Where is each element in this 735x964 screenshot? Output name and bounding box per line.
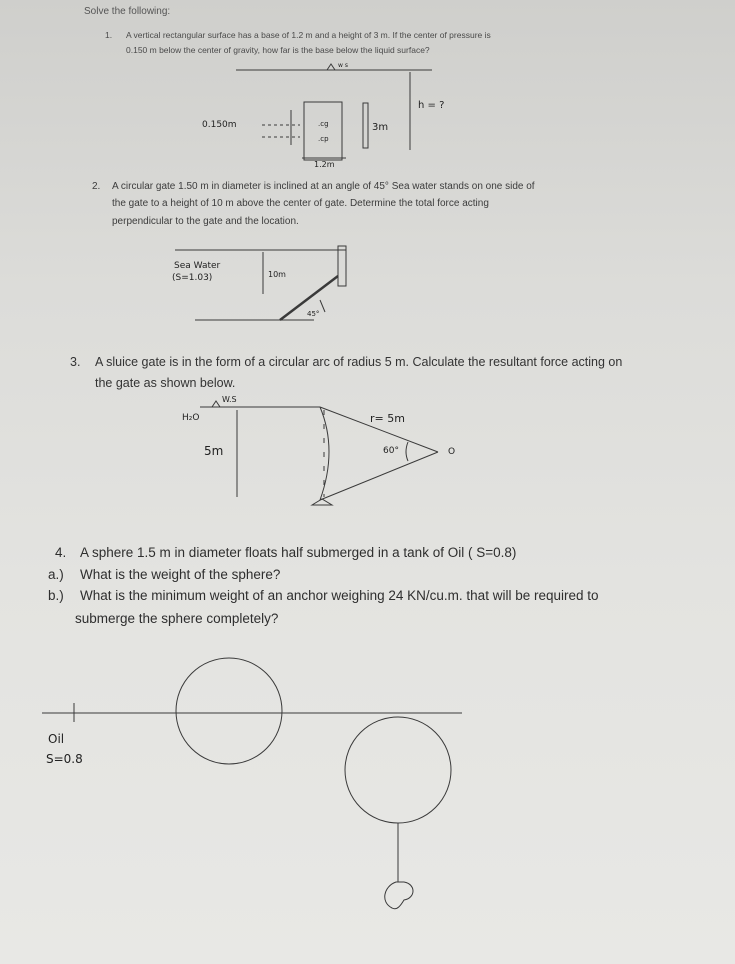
figure-2-hatch (320, 300, 325, 312)
figure-1-bracket-3m (363, 103, 368, 148)
figure-1-height-label: 3m (372, 122, 389, 133)
figure-1-diagram (236, 64, 432, 160)
figure-1-cg-label: .cg (318, 120, 329, 128)
problem-4-line-1: A sphere 1.5 m in diameter floats half submerged in a tank of Oil ( S=0.8) (80, 545, 517, 560)
figure-1-plate (304, 102, 342, 160)
figure-1-ws-marker-icon (327, 64, 335, 70)
figure-3-ws-marker-icon (212, 401, 220, 407)
figure-4-floating-sphere (176, 658, 282, 764)
problem-1-line-2: 0.150 m below the center of gravity, how far is the base below the liquid surface? (126, 45, 430, 55)
figure-4-sg-label: S=0.8 (46, 752, 83, 766)
problem-4b-text: What is the minimum weight of an anchor weighing 24 KN/cu.m. that will be required to (80, 588, 599, 603)
problem-4a-text: What is the weight of the sphere? (80, 567, 281, 582)
problem-1-number: 1. (105, 30, 113, 40)
figure-3-center-label: O (448, 447, 456, 457)
figure-4-anchor-icon (385, 882, 413, 909)
figure-3-angle-label: 60° (383, 446, 399, 456)
figure-4-fluid-label: Oil (48, 732, 65, 746)
figure-1-offset-label: 0.150m (202, 120, 237, 130)
figure-3-ws-label: W.S (222, 395, 237, 404)
problem-4b-label: b.) (48, 588, 64, 603)
figure-4-submerged-sphere (345, 717, 451, 823)
figure-3-angle-arc (406, 442, 408, 461)
figure-1-cp-label: .cp (318, 135, 329, 143)
problem-3-line-2: the gate as shown below. (95, 376, 236, 390)
worksheet-header: Solve the following: (84, 6, 171, 17)
figure-2-depth-label: 10m (268, 270, 286, 279)
figure-2-wall (338, 246, 346, 286)
figure-2-fluid-label: Sea Water (174, 261, 221, 271)
problem-4b-continuation: submerge the sphere completely? (75, 611, 279, 626)
figure-3-radius-lower (320, 452, 438, 500)
figure-2-sg-label: (S=1.03) (172, 273, 213, 283)
problem-4-number: 4. (55, 545, 67, 560)
problem-4a-label: a.) (48, 567, 64, 582)
problem-1-line-1: A vertical rectangular surface has a base of 1.2 m and a height of 3 m. If the center of pressure is (126, 30, 491, 40)
figure-3-depth-label: 5m (204, 444, 224, 458)
figure-3-radius-label: r= 5m (370, 412, 405, 425)
figure-4-diagram (42, 658, 462, 909)
problem-2-number: 2. (92, 181, 101, 192)
figure-2-diagram (175, 246, 346, 320)
problem-2-line-1: A circular gate 1.50 m in diameter is inclined at an angle of 45° Sea water stands on one side of (112, 181, 535, 192)
problem-2-line-3: perpendicular to the gate and the location. (112, 216, 299, 227)
figure-3-hinge-icon (312, 499, 332, 505)
problem-2-line-2: the gate to a height of 10 m above the center of gate. Determine the total force acting (112, 198, 489, 209)
figure-2-angle-label: 45° (307, 310, 320, 318)
problem-3-number: 3. (70, 355, 81, 369)
problem-3-line-1: A sluice gate is in the form of a circular arc of radius 5 m. Calculate the resultant force acting on (95, 355, 623, 369)
figure-3-fluid-label: H₂O (182, 413, 200, 423)
figure-1-base-label: 1.2m (314, 160, 335, 169)
figure-1-h-label: h = ? (418, 100, 445, 111)
figure-1-ws-label: w s (338, 62, 348, 69)
